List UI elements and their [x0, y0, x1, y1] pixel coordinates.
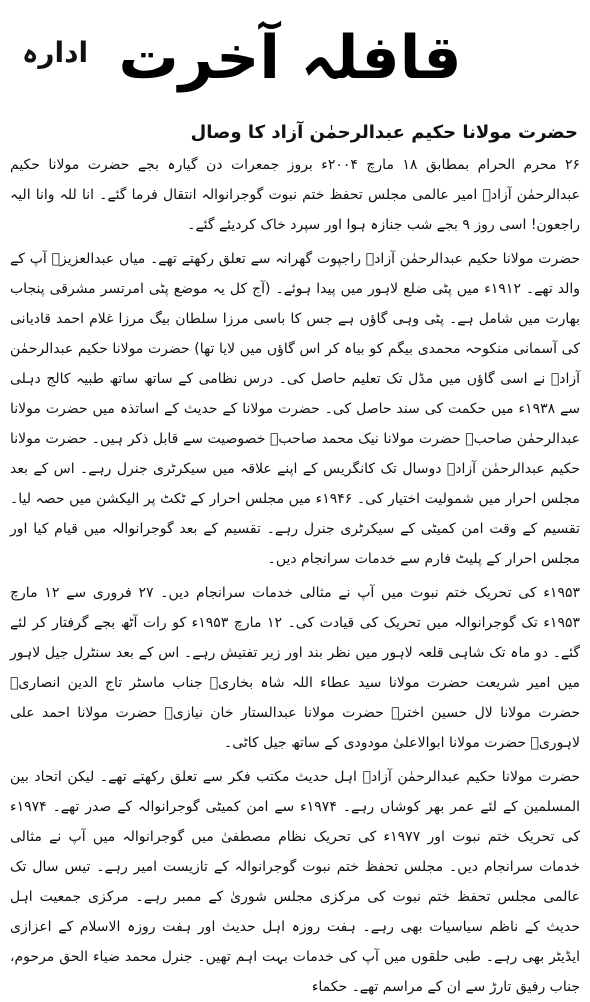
paragraph: ۱۹۵۳ء کی تحریک ختم نبوت میں آپ نے مثالی خدمات سرانجام دیں۔ ۲۷ فروری سے ۱۲ مارچ ۱۹۵۳ء تک گوجرانوالہ میں تحریک کی قیادت کی۔ ۱۲ مارچ ۱۹۵۳ء کو رات آٹھ بجے گرفتار کر لئے گئے۔ دو ماہ تک شاہی قلعہ لاہور میں نظر بند اور زیر تفتیش رہے۔ اس کے بعد سنٹرل جیل لاہور میں امیر شریعت حضرت مولانا سید عطاء اللہ شاہ بخاریؒ جناب ماسٹر تاج الدین انصاریؒ حضرت مولانا لال حسین اخترؒ حضرت مولانا عبدالستار خان نیازیؒ حضرت مولانا احمد علی لاہوریؒ حضرت مولانا ابوالاعلیٰ مودودی کے ساتھ جیل کاٹی۔	[10, 585, 580, 751]
paragraph: ۲۶ محرم الحرام بمطابق ۱۸ مارچ ۲۰۰۴ء بروز جمعرات دن گیارہ بجے حضرت مولانا حکیم عبدالرحمٰن آزادؒ امیر عالمی مجلس تحفظ ختم نبوت گوجرانوالہ انتقال فرما گئے۔ انا للہ وانا الیہ راجعون! اسی روز ۹ بجے شب جنازہ ہوا اور سپرد خاک کردیئے گئے۔	[10, 157, 580, 233]
paragraph: حضرت مولانا حکیم عبدالرحمٰن آزادؒ راجپوت گھرانہ سے تعلق رکھتے تھے۔ میاں عبدالعزیزؒ آپ کے والد تھے۔ ۱۹۱۲ء میں پٹی ضلع لاہور میں پیدا ہوئے۔ (آج کل یہ موضع پٹی امرتسر مشرقی پنجاب بھارت میں شامل ہے۔ پٹی وہی گاؤں ہے جس کا باسی مرزا سلطان بیگ مرزا غلام احمد قادیانی کی آسمانی منکوحہ محمدی بیگم کو بیاہ کر اس گاؤں میں لایا تھا) حضرت مولانا حکیم عبدالرحمٰن آزادؒ نے اسی گاؤں میں مڈل تک تعلیم حاصل کی۔ درس نظامی کے ساتھ ساتھ طبیہ کالج دہلی سے ۱۹۳۸ء میں حکمت کی سند حاصل کی۔ حضرت مولانا کے حدیث کے اساتذہ میں حضرت مولانا عبدالرحمٰن صاحبؒ حضرت مولانا نیک محمد صاحبؒ خصوصیت سے قابل ذکر ہیں۔ حضرت مولانا حکیم عبدالرحمٰن آزادؒ دوسال تک کانگریس کے اپنے علاقہ میں سیکرٹری جنرل رہے۔ اس کے بعد مجلس احرار میں شمولیت اختیار کی۔ ۱۹۴۶ء میں مجلس احرار کے ٹکٹ پر الیکشن میں حصہ لیا۔ تقسیم کے وقت امن کمیٹی کے سیکرٹری جنرل رہے۔ تقسیم کے بعد گوجرانوالہ میں قیام کیا اور مجلس احرار کے پلیٹ فارم سے خدمات سرانجام دیں۔	[10, 251, 580, 567]
byline: ادارہ	[21, 36, 89, 69]
paragraph: حضرت مولانا حکیم عبدالرحمٰن آزادؒ اہل حدیث مکتب فکر سے تعلق رکھتے تھے۔ لیکن اتحاد بین المسلمین کے لئے عمر بھر کوشاں رہے۔ ۱۹۷۴ء سے امن کمیٹی گوجرانوالہ کے صدر تھے۔ ۱۹۷۴ء کی تحریک ختم نبوت اور ۱۹۷۷ء کی تحریک نظام مصطفیٰ میں گوجرانوالہ میں آپ نے مثالی خدمات سرانجام دیں۔ مجلس تحفظ ختم نبوت گوجرانوالہ کے تازیست امیر رہے۔ تیس سال تک عالمی مجلس تحفظ ختم نبوت کی مرکزی مجلس شوریٰ کے ممبر رہے۔ مرکزی جمعیت اہل حدیث کے ناظم سیاسیات بھی رہے۔ ہفت روزہ اہل حدیث اور ہفت روزہ الاسلام کے اعزازی ایڈیٹر بھی رہے۔ طبی حلقوں میں آپ کی خدمات بہت اہم تھیں۔ جنرل محمد ضیاء الحق مرحوم، جناب رفیق تارڑ سے ان کے مراسم تھے۔ حکماء	[10, 769, 580, 995]
article-body	[10, 150, 580, 995]
article-header	[0, 0, 590, 110]
article-subtitle: حضرت مولانا حکیم عبدالرحمٰن آزاد کا وصال	[190, 122, 578, 143]
column-title: قافلہ آخرت	[118, 23, 462, 93]
